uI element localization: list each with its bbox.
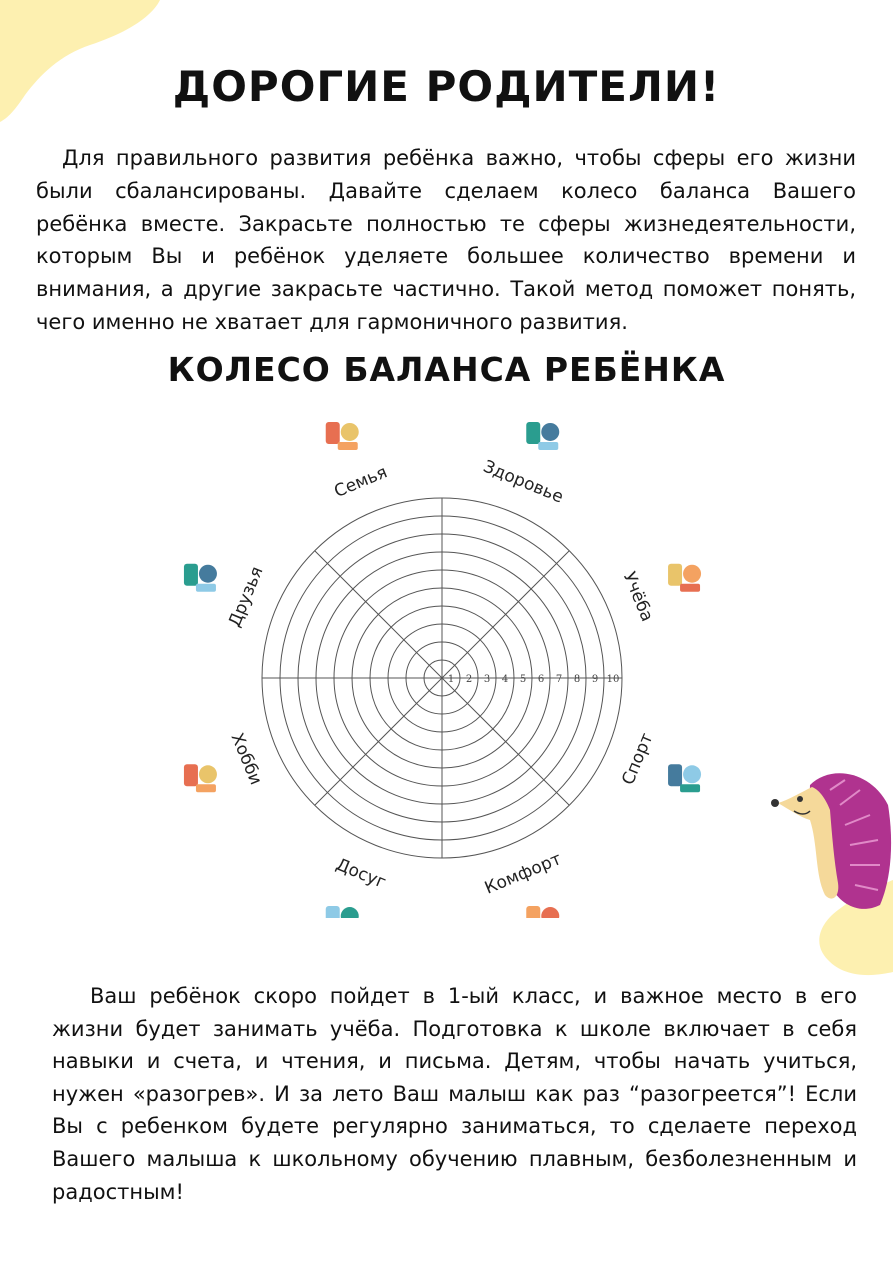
friends-icon bbox=[184, 564, 217, 592]
closing-paragraph: Ваш ребёнок скоро пойдет в 1-ый класс, и важное место в его жизни будет занимать учёба. Подготовка к школе включает в себя навыки и счета, и чтения, и письма. Детям, чтобы начать учиться, нужен «разогрев». И за лето Ваш малыш как раз “разогреется”! Если Вы с ребенком будете регулярно заниматься, то сделаете переход Вашего малыша к школьному обучению плавным, безболезненным и радостным! bbox=[52, 984, 857, 1204]
sphere-label-2: Здоровье bbox=[480, 456, 567, 508]
wheel-title: КОЛЕСО БАЛАНСА РЕБЁНКА bbox=[167, 350, 726, 389]
sphere-label-5: Комфорт bbox=[481, 849, 565, 899]
scale-label-3: 3 bbox=[483, 674, 491, 685]
scale-label-4: 4 bbox=[501, 674, 509, 685]
sphere-label-6: Досуг bbox=[333, 854, 389, 894]
sports-balls-icon bbox=[668, 764, 701, 792]
intro-paragraph: Для правильного развития ребёнка важно, чтобы сферы его жизни были сбалансированы. Давайте сделаем колесо баланса Вашего ребёнка вместе. Закрасьте полностью те сферы жизнедеятельности, которым Вы и ребёнок уделяете большее количество времени и внимания, а другие закрасьте частично. Такой метод поможет понять, чего именно не хватает для гармоничного развития. bbox=[36, 146, 856, 334]
page-title: ДОРОГИЕ РОДИТЕЛИ! bbox=[172, 62, 721, 111]
toys-puzzle-icon bbox=[326, 906, 359, 918]
scale-label-2: 2 bbox=[465, 674, 473, 685]
sphere-label-1: Семья bbox=[331, 462, 391, 502]
stethoscope-heart-icon bbox=[526, 422, 559, 450]
scale-label-7: 7 bbox=[555, 674, 563, 685]
sphere-label-3: Учёба bbox=[618, 569, 658, 625]
scale-label-1: 1 bbox=[447, 674, 455, 685]
balance-wheel bbox=[180, 408, 720, 918]
scale-label-6: 6 bbox=[537, 674, 545, 685]
sphere-label-4: Спорт bbox=[618, 730, 658, 788]
scale-label-5: 5 bbox=[519, 674, 527, 685]
sphere-label-8: Друзья bbox=[224, 563, 268, 630]
scale-label-10: 10 bbox=[606, 674, 620, 685]
slippers-icon bbox=[526, 906, 559, 918]
scale-label-9: 9 bbox=[591, 674, 599, 685]
scale-label-8: 8 bbox=[573, 674, 581, 685]
hobby-tools-icon bbox=[184, 764, 217, 792]
books-globe-icon bbox=[668, 564, 701, 592]
family-icon bbox=[326, 422, 359, 450]
sphere-label-7: Хобби bbox=[226, 730, 266, 788]
hedgehog-icon bbox=[770, 765, 893, 915]
